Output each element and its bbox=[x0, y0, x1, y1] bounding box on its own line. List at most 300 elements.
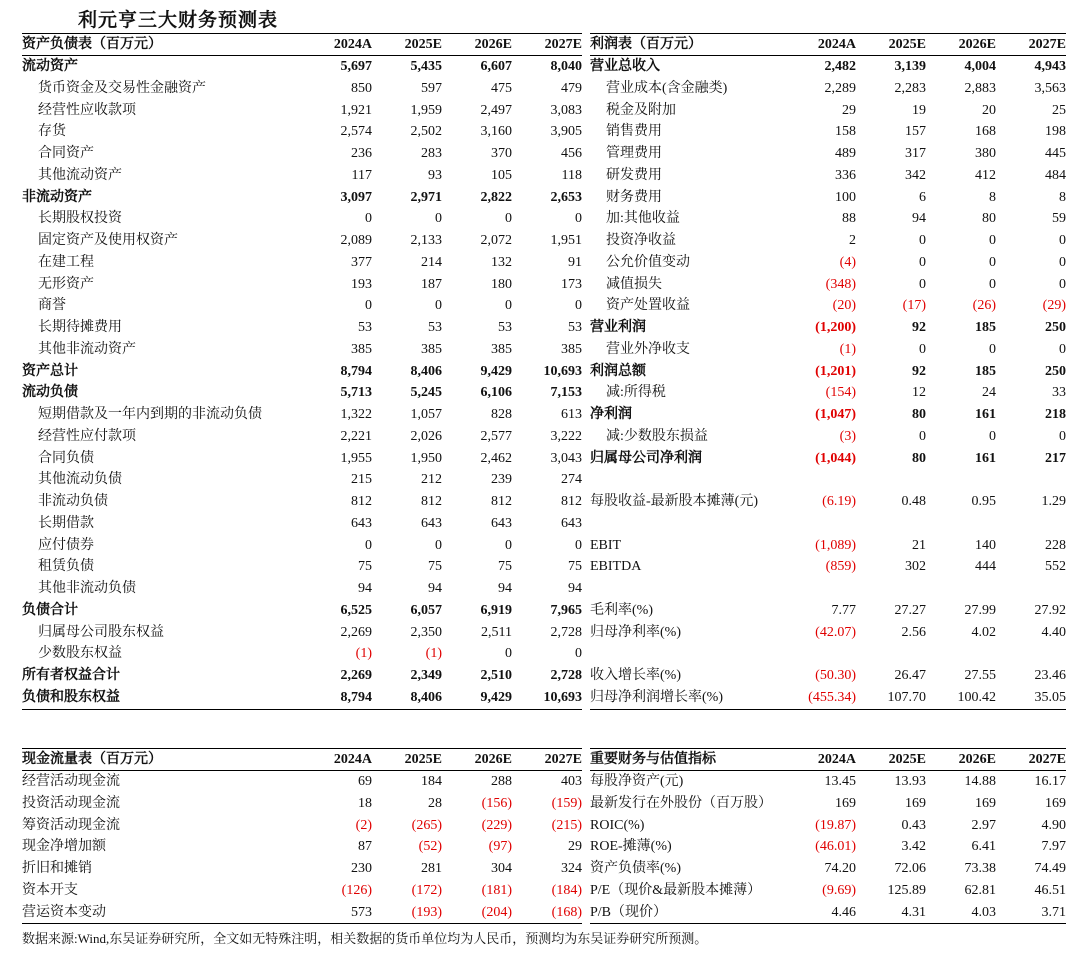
cell-value bbox=[786, 513, 856, 535]
valuation-metrics-table bbox=[590, 748, 1066, 924]
cell-value: 0 bbox=[575, 537, 582, 553]
cell-value: 4.40 bbox=[1041, 624, 1066, 640]
cell-value: 2,269 bbox=[340, 624, 372, 640]
cell-value: 444 bbox=[975, 559, 996, 575]
cell-value: (3) bbox=[839, 428, 856, 444]
cell-value bbox=[926, 469, 996, 491]
cell-value: 613 bbox=[561, 407, 582, 422]
cashflow-table bbox=[22, 748, 582, 924]
cell-value: 53 bbox=[568, 320, 582, 335]
cell-value: 643 bbox=[561, 515, 582, 531]
year-header: 2024A bbox=[817, 752, 856, 767]
table-row bbox=[22, 858, 582, 880]
balance-header-row bbox=[22, 34, 582, 56]
row-label: 归属母公司股东权益 bbox=[38, 624, 164, 640]
cell-value: 380 bbox=[975, 146, 996, 161]
table-row bbox=[590, 836, 1066, 858]
table-row bbox=[22, 600, 582, 622]
cell-value: 20 bbox=[982, 102, 996, 118]
cell-value: 187 bbox=[421, 276, 442, 292]
cell-value: 2.97 bbox=[971, 817, 996, 833]
cell-value: 456 bbox=[561, 146, 582, 161]
table-row bbox=[590, 165, 1066, 187]
cell-value: (17) bbox=[902, 298, 926, 314]
table-row bbox=[22, 56, 582, 78]
cell-value: 385 bbox=[491, 341, 512, 357]
cell-value: 12 bbox=[912, 385, 926, 401]
cell-value: 10,693 bbox=[543, 689, 582, 705]
cell-value: 288 bbox=[491, 774, 512, 789]
row-label: 投资净收益 bbox=[606, 233, 676, 248]
cell-value: 87 bbox=[358, 839, 372, 855]
row-label: 归母净利率(%) bbox=[590, 624, 681, 640]
cell-value: 812 bbox=[491, 494, 512, 509]
cell-value: 2,221 bbox=[340, 428, 372, 444]
cell-value: 0 bbox=[575, 646, 582, 662]
row-label: 折旧和摊销 bbox=[22, 861, 92, 876]
row-label: 投资活动现金流 bbox=[22, 795, 120, 811]
cell-value: 27.99 bbox=[964, 602, 996, 618]
cell-value: 643 bbox=[421, 515, 442, 531]
cell-value: 6,106 bbox=[480, 385, 512, 401]
cell-value: 72.06 bbox=[894, 861, 926, 876]
cell-value: 132 bbox=[491, 254, 512, 270]
cell-value: 6,057 bbox=[410, 602, 442, 618]
row-label: 减值损失 bbox=[606, 276, 662, 292]
table-row bbox=[22, 535, 582, 557]
cell-value: 7,965 bbox=[550, 602, 582, 618]
row-label: 营业成本(含金融类) bbox=[606, 80, 728, 96]
cell-value: 2,349 bbox=[410, 668, 442, 683]
table-row bbox=[590, 771, 1066, 793]
cell-value: 0.48 bbox=[901, 494, 926, 509]
cell-value: 281 bbox=[421, 861, 442, 876]
cell-value: 14.88 bbox=[964, 774, 996, 789]
table-row bbox=[22, 361, 582, 383]
cell-value: 169 bbox=[975, 795, 996, 811]
cell-value: (1,201) bbox=[815, 363, 856, 379]
cell-value: 317 bbox=[905, 146, 926, 161]
cell-value: (52) bbox=[418, 839, 442, 855]
year-header: 2027E bbox=[1028, 37, 1066, 52]
cell-value: 185 bbox=[975, 320, 996, 335]
row-label: 其他非流动负债 bbox=[38, 581, 136, 596]
table-row bbox=[590, 274, 1066, 296]
table-row bbox=[590, 143, 1066, 165]
table-row bbox=[590, 491, 1066, 513]
cell-value: (97) bbox=[488, 839, 512, 855]
cell-value: (1) bbox=[355, 646, 372, 662]
cell-value: 217 bbox=[1045, 450, 1066, 466]
row-label: 长期待摊费用 bbox=[38, 320, 122, 335]
row-label: 其他流动负债 bbox=[38, 472, 122, 488]
year-header: 2025E bbox=[888, 752, 926, 767]
cell-value: 33 bbox=[1052, 385, 1066, 401]
cell-value: 27.92 bbox=[1034, 602, 1066, 618]
cell-value: 16.17 bbox=[1034, 774, 1066, 789]
cell-value: (1) bbox=[425, 646, 442, 662]
cell-value: 445 bbox=[1045, 146, 1066, 161]
row-label: EBITDA bbox=[590, 559, 642, 575]
row-label: EBIT bbox=[590, 537, 622, 553]
balance-header-label: 资产负债表（百万元） bbox=[22, 37, 162, 52]
table-row bbox=[22, 513, 582, 535]
cell-value: 59 bbox=[1052, 211, 1066, 227]
cell-value: 73.38 bbox=[964, 861, 996, 876]
cell-value: 0 bbox=[365, 537, 372, 553]
cell-value: (156) bbox=[481, 795, 512, 811]
cell-value: 6,525 bbox=[340, 602, 372, 618]
cell-value: 0 bbox=[505, 537, 512, 553]
cell-value: 53 bbox=[428, 320, 442, 335]
cell-value: 0 bbox=[989, 276, 996, 292]
cell-value: 475 bbox=[491, 80, 512, 96]
cell-value: 7.77 bbox=[831, 602, 856, 618]
cell-value: 8,406 bbox=[410, 363, 442, 379]
cell-value: 10,693 bbox=[543, 363, 582, 379]
cell-value: 157 bbox=[905, 124, 926, 140]
cell-value: 53 bbox=[498, 320, 512, 335]
row-label: 管理费用 bbox=[606, 146, 662, 161]
cell-value: 75 bbox=[498, 559, 512, 575]
cell-value: 4.02 bbox=[971, 624, 996, 640]
cell-value: 228 bbox=[1045, 537, 1066, 553]
row-label: 加:其他收益 bbox=[606, 211, 680, 227]
cell-value: 125.89 bbox=[887, 882, 926, 898]
cell-value: 4,943 bbox=[1034, 59, 1066, 74]
cell-value: 7.97 bbox=[1041, 839, 1066, 855]
cell-value: 69 bbox=[358, 774, 372, 789]
cell-value: 274 bbox=[561, 472, 582, 488]
table-row bbox=[22, 252, 582, 274]
cell-value: 5,713 bbox=[340, 385, 372, 401]
cell-value: 8 bbox=[989, 189, 996, 205]
cell-value: 5,697 bbox=[340, 59, 372, 74]
table-row bbox=[22, 469, 582, 491]
row-label: 非流动负债 bbox=[38, 494, 108, 509]
table-row bbox=[22, 687, 582, 709]
cell-value: 75 bbox=[568, 559, 582, 575]
cell-value: 180 bbox=[491, 276, 512, 292]
table-row bbox=[22, 665, 582, 687]
cell-value: (265) bbox=[411, 817, 442, 833]
cell-value: (42.07) bbox=[815, 624, 856, 640]
table-row bbox=[590, 902, 1066, 924]
cell-value: 812 bbox=[351, 494, 372, 509]
cell-value: 412 bbox=[975, 167, 996, 183]
cell-value: 93 bbox=[428, 167, 442, 183]
table-row bbox=[590, 600, 1066, 622]
ratios-header-label: 重要财务与估值指标 bbox=[590, 752, 716, 767]
table-row bbox=[590, 78, 1066, 100]
table-row bbox=[590, 665, 1066, 687]
year-header: 2025E bbox=[404, 752, 442, 767]
income-header-row bbox=[590, 34, 1066, 56]
cell-value: (168) bbox=[551, 904, 582, 920]
cell-value: 1,951 bbox=[550, 233, 582, 248]
cell-value: 92 bbox=[912, 363, 926, 379]
cell-value: 1,057 bbox=[410, 407, 442, 422]
row-label: 负债合计 bbox=[22, 602, 78, 618]
cell-value: 2,289 bbox=[824, 80, 856, 96]
cell-value: 2,653 bbox=[550, 189, 582, 205]
cell-value: 0 bbox=[435, 298, 442, 314]
cell-value: 0 bbox=[1059, 233, 1066, 248]
row-label: 流动负债 bbox=[22, 385, 78, 401]
cell-value: (159) bbox=[551, 795, 582, 811]
table-row bbox=[590, 208, 1066, 230]
row-label: 负债和股东权益 bbox=[22, 689, 120, 705]
row-label: 固定资产及使用权资产 bbox=[38, 233, 178, 248]
cell-value: 29 bbox=[842, 102, 856, 118]
cell-value: 94 bbox=[428, 581, 442, 596]
cell-value: 2,482 bbox=[824, 59, 856, 74]
table-row bbox=[22, 165, 582, 187]
cell-value: 403 bbox=[561, 774, 582, 789]
table-row bbox=[22, 880, 582, 902]
income-header-label: 利润表（百万元） bbox=[590, 37, 702, 52]
table-row bbox=[22, 491, 582, 513]
cell-value: 0 bbox=[435, 537, 442, 553]
row-label: 每股净资产(元) bbox=[590, 774, 684, 789]
cell-value: 53 bbox=[358, 320, 372, 335]
row-label: 经营性应付款项 bbox=[38, 428, 136, 444]
cell-value: 1,950 bbox=[410, 450, 442, 466]
cell-value: 18 bbox=[358, 795, 372, 811]
row-label: 经营性应收款项 bbox=[38, 102, 136, 118]
year-header: 2024A bbox=[817, 37, 856, 52]
cell-value: 0 bbox=[919, 428, 926, 444]
source-note: 数据来源:Wind,东吴证券研究所，全文如无特殊注明，相关数据的货币单位均为人民币，预测均为东吴证券研究所预测。 bbox=[22, 931, 708, 946]
cell-value: 812 bbox=[561, 494, 582, 509]
cell-value: 184 bbox=[421, 774, 442, 789]
cell-value: 643 bbox=[491, 515, 512, 531]
cell-value: (2) bbox=[355, 817, 372, 833]
cell-value: 643 bbox=[351, 515, 372, 531]
year-header: 2027E bbox=[1028, 752, 1066, 767]
row-label: 营业总收入 bbox=[590, 59, 660, 74]
cell-value: 4.90 bbox=[1041, 817, 1066, 833]
row-label: 流动资产 bbox=[22, 59, 78, 74]
row-label: 归属母公司净利润 bbox=[590, 450, 702, 466]
cell-value: (20) bbox=[832, 298, 856, 314]
cell-value: 215 bbox=[351, 472, 372, 488]
table-row bbox=[22, 187, 582, 209]
cell-value: 0 bbox=[435, 211, 442, 227]
cell-value: 250 bbox=[1045, 320, 1066, 335]
row-label: 营运资本变动 bbox=[22, 904, 106, 920]
table-row bbox=[22, 426, 582, 448]
cell-value: 4,004 bbox=[964, 59, 996, 74]
cell-value: 0 bbox=[919, 276, 926, 292]
cell-value: 2,883 bbox=[964, 80, 996, 96]
cell-value: 62.81 bbox=[964, 882, 996, 898]
cell-value: (204) bbox=[481, 904, 512, 920]
cell-value: 24 bbox=[982, 385, 996, 401]
cell-value: 74.49 bbox=[1034, 861, 1066, 876]
year-header: 2027E bbox=[544, 752, 582, 767]
cell-value: 94 bbox=[498, 581, 512, 596]
cell-value: 2,283 bbox=[894, 80, 926, 96]
row-label: 净利润 bbox=[590, 407, 632, 422]
year-header: 2027E bbox=[544, 37, 582, 52]
cell-value: 0 bbox=[989, 254, 996, 270]
cell-value: 8 bbox=[1059, 189, 1066, 205]
cell-value: 2,462 bbox=[480, 450, 512, 466]
cell-value: 2.56 bbox=[901, 624, 926, 640]
year-header: 2025E bbox=[404, 37, 442, 52]
table-row bbox=[22, 771, 582, 793]
row-label: 短期借款及一年内到期的非流动负债 bbox=[38, 407, 262, 422]
cell-value: 479 bbox=[561, 80, 582, 96]
table-row bbox=[22, 295, 582, 317]
cell-value: 0 bbox=[919, 254, 926, 270]
row-label: ROIC(%) bbox=[590, 817, 645, 833]
table-row bbox=[590, 687, 1066, 709]
cell-value: 23.46 bbox=[1034, 668, 1066, 683]
row-label: 长期借款 bbox=[38, 515, 94, 531]
table-row bbox=[590, 361, 1066, 383]
cell-value: 239 bbox=[491, 472, 512, 488]
cell-value: 2,350 bbox=[410, 624, 442, 640]
cell-value: 236 bbox=[351, 146, 372, 161]
cell-value: 828 bbox=[491, 407, 512, 422]
table-row bbox=[590, 339, 1066, 361]
cell-value: (1) bbox=[839, 341, 856, 357]
cell-value: 0 bbox=[1059, 276, 1066, 292]
cell-value: 21 bbox=[912, 537, 926, 553]
cell-value: 0 bbox=[505, 298, 512, 314]
cell-value: 3,222 bbox=[550, 428, 582, 444]
cell-value: 100.42 bbox=[957, 689, 996, 705]
cell-value: 161 bbox=[975, 450, 996, 466]
cell-value: 118 bbox=[561, 167, 582, 183]
cell-value: (4) bbox=[839, 254, 856, 270]
cell-value: 0 bbox=[919, 341, 926, 357]
row-label: 每股收益-最新股本摊薄(元) bbox=[590, 494, 758, 509]
year-header: 2026E bbox=[958, 37, 996, 52]
row-label: 财务费用 bbox=[606, 189, 662, 205]
cell-value: 214 bbox=[421, 254, 442, 270]
cell-value: (172) bbox=[411, 882, 442, 898]
cell-value: 250 bbox=[1045, 363, 1066, 379]
cell-value bbox=[996, 469, 1066, 491]
table-row bbox=[590, 880, 1066, 902]
table-row bbox=[590, 858, 1066, 880]
cell-value: 8,794 bbox=[340, 689, 372, 705]
table-row bbox=[590, 578, 1066, 600]
cell-value: 302 bbox=[905, 559, 926, 575]
table-row bbox=[22, 622, 582, 644]
row-label: 减:少数股东损益 bbox=[606, 428, 708, 444]
year-header: 2026E bbox=[474, 752, 512, 767]
row-label: 合同资产 bbox=[38, 146, 94, 161]
row-label: P/B（现价） bbox=[590, 904, 668, 920]
cell-value: 0 bbox=[989, 428, 996, 444]
cell-value: 0 bbox=[575, 298, 582, 314]
cell-value: 25 bbox=[1052, 102, 1066, 118]
table-row bbox=[22, 836, 582, 858]
cell-value: 3,083 bbox=[550, 102, 582, 118]
table-row bbox=[590, 426, 1066, 448]
cell-value: 1,921 bbox=[340, 102, 372, 118]
table-row bbox=[590, 56, 1066, 78]
cashflow-header-row bbox=[22, 749, 582, 771]
table-row bbox=[22, 815, 582, 837]
cell-value: (1,200) bbox=[815, 320, 856, 335]
row-label: 商誉 bbox=[38, 298, 66, 314]
table-row bbox=[22, 317, 582, 339]
row-label: 资本开支 bbox=[22, 882, 78, 898]
cell-value: 3,563 bbox=[1034, 80, 1066, 96]
row-label: 公允价值变动 bbox=[606, 254, 690, 270]
row-label: 毛利率(%) bbox=[590, 602, 653, 618]
cell-value: 5,245 bbox=[410, 385, 442, 401]
row-label: 资产负债率(%) bbox=[590, 861, 681, 876]
cell-value: 3,905 bbox=[550, 124, 582, 140]
cell-value: 29 bbox=[568, 839, 582, 855]
table-row bbox=[590, 448, 1066, 470]
row-label: 其他非流动资产 bbox=[38, 341, 136, 357]
cell-value bbox=[996, 643, 1066, 665]
cell-value bbox=[856, 513, 926, 535]
cell-value: 552 bbox=[1045, 559, 1066, 575]
ratios-header-row bbox=[590, 749, 1066, 771]
row-label: 筹资活动现金流 bbox=[22, 817, 120, 833]
cell-value: 342 bbox=[905, 167, 926, 183]
cell-value bbox=[786, 643, 856, 665]
year-header: 2024A bbox=[333, 37, 372, 52]
row-label: 税金及附加 bbox=[606, 102, 676, 118]
table-row bbox=[590, 187, 1066, 209]
cell-value: 27.27 bbox=[894, 602, 926, 618]
cell-value: 4.46 bbox=[831, 904, 856, 920]
cell-value: (26) bbox=[972, 298, 996, 314]
cell-value: 0.95 bbox=[971, 494, 996, 509]
cell-value: 2,822 bbox=[480, 189, 512, 205]
cell-value: 2,269 bbox=[340, 668, 372, 683]
row-label: ROE-摊薄(%) bbox=[590, 839, 672, 855]
row-label bbox=[590, 578, 786, 600]
cell-value: 2,728 bbox=[550, 624, 582, 640]
row-label: 存货 bbox=[38, 124, 66, 140]
row-label: 归母净利润增长率(%) bbox=[590, 689, 723, 705]
cell-value: (9.69) bbox=[822, 882, 856, 898]
cell-value: 8,794 bbox=[340, 363, 372, 379]
cell-value bbox=[856, 578, 926, 600]
cell-value: 91 bbox=[568, 254, 582, 270]
row-label bbox=[590, 643, 786, 665]
cell-value: 94 bbox=[568, 581, 582, 596]
page-title: 利元亨三大财务预测表 bbox=[78, 10, 279, 31]
table-row bbox=[590, 793, 1066, 815]
cell-value: (181) bbox=[481, 882, 512, 898]
table-row bbox=[590, 469, 1066, 491]
table-row bbox=[590, 317, 1066, 339]
row-label: 资产总计 bbox=[22, 363, 78, 379]
cell-value: 13.93 bbox=[894, 774, 926, 789]
year-header: 2026E bbox=[958, 752, 996, 767]
cell-value: 2,133 bbox=[410, 233, 442, 248]
cell-value: (1,044) bbox=[815, 450, 856, 466]
cell-value: (193) bbox=[411, 904, 442, 920]
row-label: 资产处置收益 bbox=[606, 298, 690, 314]
table-row bbox=[590, 100, 1066, 122]
cell-value: 2,089 bbox=[340, 233, 372, 248]
cell-value bbox=[926, 578, 996, 600]
cell-value bbox=[996, 578, 1066, 600]
cell-value: 7,153 bbox=[550, 385, 582, 401]
